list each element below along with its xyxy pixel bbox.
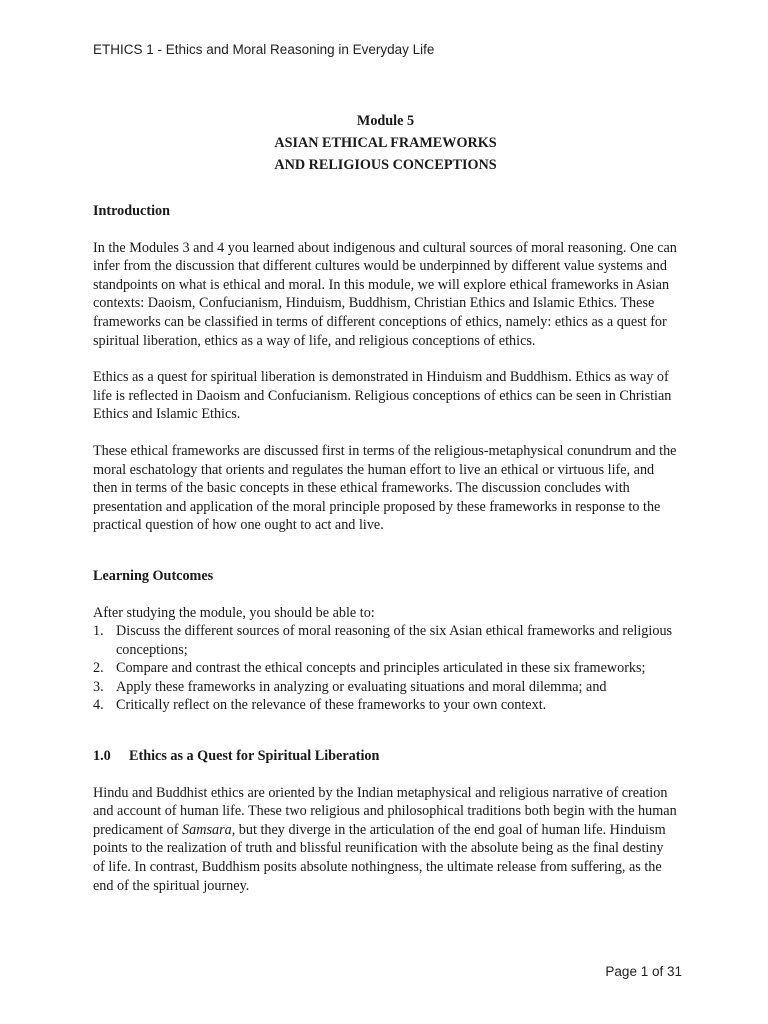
- section-1-paragraph-1: [93, 784, 678, 896]
- list-item: [93, 659, 678, 678]
- module-title-line1: ASIAN ETHICAL FRAMEWORKS: [274, 135, 497, 151]
- introduction-paragraph-2: Ethics as a quest for spiritual liberation is demonstrated in Hinduism and Buddhism. Ethics as way of life is reflected in Daoism and Confucianism. Religious conceptions of ethics can be seen in Christian Ethics and Islamic Ethics.: [93, 369, 672, 423]
- list-item-text: Discuss the different sources of moral reasoning of the six Asian ethical frameworks and religious conceptions;: [116, 623, 673, 658]
- list-item-text: Compare and contrast the ethical concepts and principles articulated in these six frameworks;: [116, 660, 646, 677]
- list-item: [93, 678, 678, 697]
- module-title-line2: AND RELIGIOUS CONCEPTIONS: [274, 157, 497, 173]
- learning-outcomes-heading: Learning Outcomes: [93, 567, 214, 584]
- list-item: [93, 696, 678, 715]
- introduction-heading: Introduction: [93, 203, 170, 219]
- list-item-number: 1.: [93, 623, 104, 640]
- list-item-text: Apply these frameworks in analyzing or evaluating situations and moral dilemma; and: [116, 678, 607, 695]
- section-1-heading: [93, 747, 678, 766]
- list-item-number: 4.: [93, 697, 104, 714]
- section-1-text-before: Hindu and Buddhist ethics are oriented by the Indian metaphysical and religious narrative of creation and account of human life. These two religious and philosophical traditions both begin with the human predicament of: [93, 784, 677, 838]
- module-number: Module 5: [356, 113, 415, 129]
- list-item-number: 2.: [93, 660, 104, 677]
- running-header: ETHICS 1 - Ethics and Moral Reasoning in Everyday Life: [93, 42, 435, 57]
- introduction-paragraph-1: In the Modules 3 and 4 you learned about indigenous and cultural sources of moral reasoning. One can infer from the discussion that different cultures would be underpinned by different value systems and standpoints on what is ethical and moral. In this module, we will explore ethical frameworks in Asian contexts: Daoism, Confucianism, Hinduism, Buddhism, Christian Ethics and Islamic Ethics. These frameworks can be classified in terms of different conceptions of ethics, namely: ethics as a quest for spiritual liberation, ethics as a way of life, and religious conceptions of ethics.: [93, 239, 677, 349]
- list-item: [93, 622, 678, 659]
- learning-outcomes-list: [93, 622, 678, 715]
- learning-outcomes-intro: After studying the module, you should be able to:: [93, 604, 375, 621]
- section-1-text-after: but they diverge in the articulation of the end goal of human life. Hinduism points to the realization of truth and blissful reunification with the absolute being as the final destiny of life. In contrast, Buddhism posits absolute nothingness, the ultimate release from suffering, as the end of the spiritual journey.: [93, 821, 666, 894]
- page-number: Page 1 of 31: [605, 964, 682, 979]
- document-body: [93, 110, 678, 913]
- section-1-number: 1.0: [93, 748, 111, 765]
- introduction-paragraph-3: These ethical frameworks are discussed first in terms of the religious-metaphysical conundrum and the moral eschatology that orients and regulates the human effort to live an ethical or virtuous life, and then in terms of the basic concepts in these ethical frameworks. The discussion concludes with presentation and application of the moral principle proposed by these frameworks in response to the practical question of how one ought to act and live.: [93, 442, 677, 534]
- samsara-term: Samsara,: [182, 821, 236, 838]
- section-1-title: Ethics as a Quest for Spiritual Liberation: [129, 748, 380, 765]
- list-item-number: 3.: [93, 678, 104, 695]
- list-item-text: Critically reflect on the relevance of these frameworks to your own context.: [116, 697, 547, 714]
- module-title-block: [93, 110, 678, 176]
